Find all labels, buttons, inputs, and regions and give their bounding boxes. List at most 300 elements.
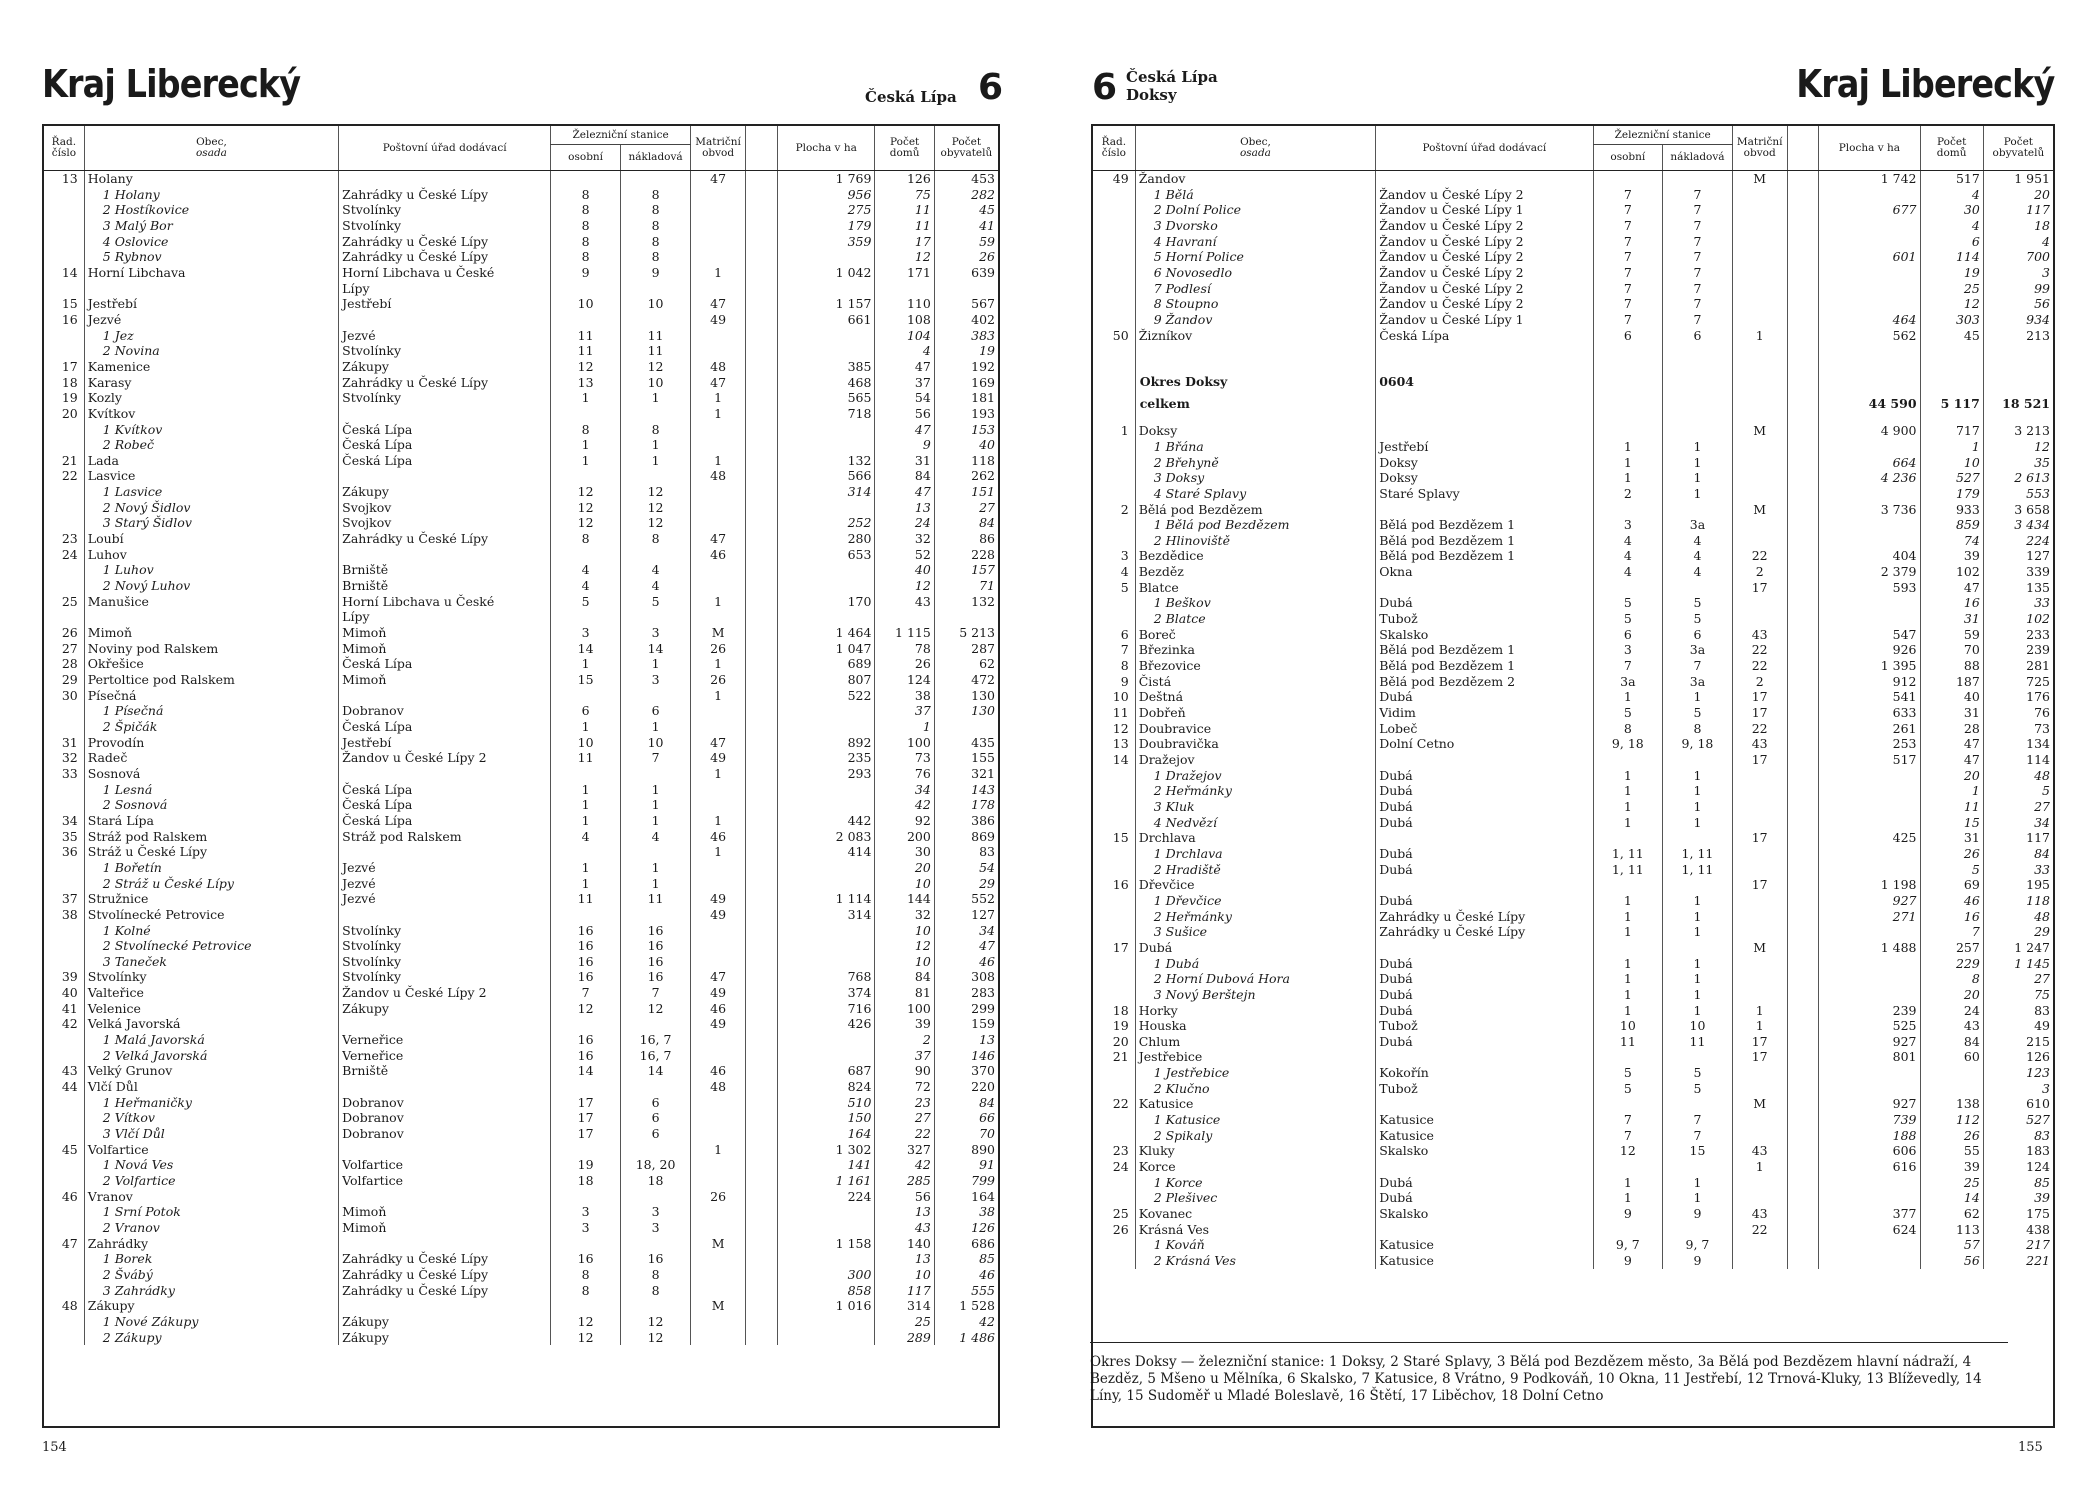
cell-pop: 1 486 <box>934 1330 998 1346</box>
cell-reg: 47 <box>691 735 746 751</box>
cell-nk: 1 <box>621 876 691 892</box>
cell-reg <box>1732 783 1787 799</box>
cell-post: Horní Libchava u České <box>339 594 551 610</box>
cell-post: Brniště <box>339 562 551 578</box>
cell-no: 48 <box>61 1298 78 1314</box>
cell-name: Blatce <box>1135 580 1376 596</box>
cell-reg: 49 <box>691 907 746 923</box>
settlement-row <box>44 860 998 876</box>
cell-post: Bělá pod Bezdězem 1 <box>1376 642 1593 658</box>
cell-name: 1 Bořetín <box>84 860 338 876</box>
cell-post: Dobranov <box>339 1126 551 1142</box>
settlement-row <box>44 1314 998 1330</box>
cell-reg <box>691 860 746 876</box>
cell-area: 1 464 <box>777 625 875 641</box>
cell-os: 12 <box>551 515 621 531</box>
cell-nk <box>621 766 691 782</box>
cell-nk: 1 <box>1663 470 1733 486</box>
table-body <box>1093 171 2053 1269</box>
cell-area <box>1819 611 1920 627</box>
header-area: Plocha v ha <box>1819 126 1920 171</box>
cell-reg <box>1732 187 1787 203</box>
cell-houses: 45 <box>1920 328 1983 344</box>
cell-no <box>44 719 84 735</box>
cell-houses: 47 <box>1920 736 1983 752</box>
cell-os: 1 <box>1593 909 1663 925</box>
cell-area: 739 <box>1819 1112 1920 1128</box>
cell-area: 926 <box>1819 642 1920 658</box>
cell-os: 11 <box>1593 1034 1663 1050</box>
cell-area: 464 <box>1819 312 1920 328</box>
cell-reg <box>1732 768 1787 784</box>
municipality-row <box>1093 1096 2053 1112</box>
cell-houses: 19 <box>1920 265 1983 281</box>
cell-area: 3 736 <box>1819 502 1920 518</box>
cell-post <box>339 312 551 328</box>
cell-area <box>1819 411 1920 423</box>
cell-houses: 73 <box>875 750 934 766</box>
cell-houses: 124 <box>875 672 934 688</box>
cell-pop: 175 <box>1983 1206 2053 1222</box>
cell-no: 20 <box>61 405 78 421</box>
cell-name: Dobřeň <box>1135 705 1376 721</box>
cell-houses: 11 <box>875 218 934 234</box>
cell-reg: 26 <box>691 672 746 688</box>
cell-area: 280 <box>777 531 875 547</box>
cell-pop: 176 <box>1983 689 2053 705</box>
municipality-row <box>1093 1206 2053 1222</box>
cell-post: Dobranov <box>339 1110 551 1126</box>
cell-nk: 4 <box>621 562 691 578</box>
cell-pop: 85 <box>934 1251 998 1267</box>
settlement-row <box>1093 846 2053 862</box>
cell-nk: 3 <box>621 625 691 641</box>
cell-pop: 48 <box>1983 909 2053 925</box>
cell-pop: 552 <box>934 891 998 907</box>
cell-area <box>1819 517 1920 533</box>
municipality-row <box>44 688 998 704</box>
cell-reg: 1 <box>1732 1003 1787 1019</box>
cell-no <box>44 609 84 625</box>
cell-pop: 281 <box>1983 658 2053 674</box>
cell-name: 2 Stráž u České Lípy <box>84 876 338 892</box>
cell-houses: 24 <box>1920 1003 1983 1019</box>
cell-nk: 7 <box>1663 658 1733 674</box>
cell-houses <box>875 609 934 625</box>
cell-no <box>1093 846 1135 862</box>
cell-name: Stará Lípa <box>84 813 338 829</box>
cell-no <box>44 187 84 203</box>
cell-name: 1 Kolné <box>84 923 338 939</box>
cell-area: 593 <box>1819 580 1920 596</box>
cell-houses: 1 115 <box>875 625 934 641</box>
cell-post: Okna <box>1376 564 1593 580</box>
cell-area: 300 <box>777 1267 875 1283</box>
cell-post: Zahrádky u České Lípy <box>339 249 551 265</box>
district-block <box>1126 68 1218 104</box>
cell-pop: 132 <box>934 594 998 610</box>
cell-pop: 56 <box>1983 296 2053 312</box>
cell-area: 2 379 <box>1819 564 1920 580</box>
cell-name: 2 Novina <box>84 343 338 359</box>
cell-nk: 7 <box>621 985 691 1001</box>
cell-name: 1 Dubá <box>1135 956 1376 972</box>
cell-reg: 48 <box>691 359 746 375</box>
cell-pop: 3 658 <box>1983 502 2053 518</box>
settlement-row <box>44 515 998 531</box>
cell-no <box>1093 411 1135 423</box>
cell-houses: 114 <box>1920 249 1983 265</box>
cell-houses: 28 <box>1920 721 1983 737</box>
cell-os: 6 <box>1593 627 1663 643</box>
header-passenger: osobní <box>551 145 621 171</box>
cell-post: Česká Lípa <box>339 797 551 813</box>
cell-area <box>1819 799 1920 815</box>
cell-pop: 555 <box>934 1283 998 1299</box>
cell-reg <box>1732 218 1787 234</box>
cell-no <box>1093 862 1135 878</box>
cell-name: 3 Vlčí Důl <box>84 1126 338 1142</box>
cell-pop: 553 <box>1983 486 2053 502</box>
cell-name: 1 Heřmaničky <box>84 1095 338 1111</box>
cell-nk <box>1663 752 1733 768</box>
cell-area <box>777 1032 875 1048</box>
cell-os: 12 <box>551 359 621 375</box>
cell-reg <box>1732 470 1787 486</box>
cell-name: 2 Vranov <box>84 1220 338 1236</box>
cell-houses <box>1920 1081 1983 1097</box>
cell-houses: 15 <box>1920 815 1983 831</box>
cell-post: Žandov u České Lípy 2 <box>1376 281 1593 297</box>
cell-post: Brniště <box>339 578 551 594</box>
cell-houses: 56 <box>875 406 934 422</box>
cell-name: Žandov <box>1135 171 1376 187</box>
cell-os: 17 <box>551 1095 621 1111</box>
cell-name: Dubá <box>1135 940 1376 956</box>
cell-nk <box>621 1236 691 1252</box>
cell-houses: 26 <box>1920 846 1983 862</box>
cell-area: 616 <box>1819 1159 1920 1175</box>
cell-name: 1 Korce <box>1135 1175 1376 1191</box>
cell-pop: 38 <box>934 1204 998 1220</box>
municipality-row <box>44 406 998 422</box>
cell-nk: 6 <box>621 1110 691 1126</box>
cell-nk: 18, 20 <box>621 1157 691 1173</box>
cell-houses: 229 <box>1920 956 1983 972</box>
cell-houses: 90 <box>875 1063 934 1079</box>
cell-no <box>44 1095 84 1111</box>
cell-post: Bělá pod Bezdězem 1 <box>1376 658 1593 674</box>
cell-post: Zahrádky u České Lípy <box>339 1283 551 1299</box>
cell-houses: 37 <box>875 1048 934 1064</box>
cell-os <box>551 406 621 422</box>
cell-no: 5 <box>1120 579 1129 595</box>
cell-houses: 13 <box>875 1251 934 1267</box>
cell-houses: 84 <box>1920 1034 1983 1050</box>
header-houses: Počet domů <box>1920 126 1983 171</box>
settlement-row <box>1093 815 2053 831</box>
cell-nk: 16, 7 <box>621 1032 691 1048</box>
cell-post: Jestřebí <box>339 735 551 751</box>
cell-name: Stvolínecké Petrovice <box>84 907 338 923</box>
cell-houses: 24 <box>875 515 934 531</box>
gazetteer-table-frame <box>42 124 1000 1428</box>
cell-name: 1 Malá Javorská <box>84 1032 338 1048</box>
cell-no <box>1093 533 1135 549</box>
cell-post: Česká Lípa <box>339 422 551 438</box>
settlement-row <box>1093 455 2053 471</box>
cell-no <box>1093 517 1135 533</box>
cell-no <box>44 1220 84 1236</box>
cell-area <box>1819 768 1920 784</box>
cell-name: Kamenice <box>84 359 338 375</box>
cell-area: 677 <box>1819 202 1920 218</box>
cell-reg: 49 <box>691 750 746 766</box>
cell-pop: 40 <box>934 437 998 453</box>
cell-nk: 7 <box>1663 202 1733 218</box>
cell-no <box>1093 187 1135 203</box>
cell-nk: 16 <box>621 923 691 939</box>
cell-pop: 169 <box>934 375 998 391</box>
cell-area: 892 <box>777 735 875 751</box>
cell-pop: 29 <box>1983 924 2053 940</box>
cell-name: 2 Nový Šidlov <box>84 500 338 516</box>
settlement-row <box>44 578 998 594</box>
spacer-row <box>1093 355 2053 367</box>
cell-os: 11 <box>551 328 621 344</box>
header-freight: nákladová <box>1663 145 1733 171</box>
municipality-row <box>44 1298 998 1314</box>
cell-post: Dolní Cetno <box>1376 736 1593 752</box>
cell-area: 1 161 <box>777 1173 875 1189</box>
cell-name: Noviny pod Ralskem <box>84 641 338 657</box>
cell-area <box>777 938 875 954</box>
cell-reg <box>1732 1190 1787 1206</box>
settlement-row <box>44 1095 998 1111</box>
cell-no: 22 <box>61 468 78 484</box>
settlement-row <box>1093 1081 2053 1097</box>
cell-pop: 34 <box>1983 815 2053 831</box>
cell-name: 2 Švábý <box>84 1267 338 1283</box>
cell-nk: 1 <box>1663 1175 1733 1191</box>
spacer-row <box>1093 411 2053 423</box>
cell-nk: 1 <box>621 860 691 876</box>
cell-reg: 1 <box>691 813 746 829</box>
cell-no <box>44 1157 84 1173</box>
cell-no <box>44 923 84 939</box>
cell-houses: 4 <box>875 343 934 359</box>
cell-post: Doksy <box>1376 455 1593 471</box>
cell-pop: 84 <box>1983 846 2053 862</box>
cell-area <box>777 343 875 359</box>
cell-area: 1 047 <box>777 641 875 657</box>
cell-no: 18 <box>61 374 78 390</box>
cell-os: 16 <box>551 969 621 985</box>
cell-nk <box>621 844 691 860</box>
cell-pop: 183 <box>1983 1143 2053 1159</box>
cell-reg <box>691 938 746 954</box>
cell-pop <box>1983 355 2053 367</box>
cell-name: 3 Malý Bor <box>84 218 338 234</box>
cell-post <box>1376 171 1593 187</box>
cell-reg: 1 <box>691 766 746 782</box>
settlement-row <box>44 923 998 939</box>
cell-post <box>1376 1096 1593 1112</box>
cell-no <box>1093 355 1135 367</box>
cell-pop: 5 213 <box>934 625 998 641</box>
cell-name: 3 Nový Berštejn <box>1135 987 1376 1003</box>
cell-no: 41 <box>61 1000 78 1016</box>
municipality-row <box>44 1016 998 1032</box>
cell-nk: 1 <box>621 437 691 453</box>
settlement-row <box>1093 486 2053 502</box>
cell-name: 2 Spikaly <box>1135 1128 1376 1144</box>
cell-nk: 15 <box>1663 1143 1733 1159</box>
cell-name <box>84 609 338 625</box>
cell-post: 0604 <box>1376 367 1593 389</box>
cell-nk <box>621 688 691 704</box>
cell-area: 314 <box>777 907 875 923</box>
cell-name: 3 Taneček <box>84 954 338 970</box>
cell-pop: 164 <box>934 1189 998 1205</box>
cell-os <box>551 907 621 923</box>
cell-nk: 7 <box>1663 296 1733 312</box>
cell-pop: 438 <box>1983 1222 2053 1238</box>
cell-post: Mimoň <box>339 1220 551 1236</box>
cell-nk <box>1663 1096 1733 1112</box>
cell-no: 26 <box>1112 1221 1129 1237</box>
cell-os: 1 <box>1593 799 1663 815</box>
cell-nk: 12 <box>621 515 691 531</box>
cell-os: 9 <box>551 265 621 281</box>
cell-no: 40 <box>61 985 78 1001</box>
cell-pop: 228 <box>934 547 998 563</box>
cell-no: 9 <box>1120 673 1129 689</box>
cell-reg: 26 <box>691 641 746 657</box>
cell-pop: 181 <box>934 390 998 406</box>
cell-area <box>1819 218 1920 234</box>
cell-name: 2 Dolní Police <box>1135 202 1376 218</box>
cell-name: 8 Stoupno <box>1135 296 1376 312</box>
cell-no <box>44 1204 84 1220</box>
cell-name: Bělá pod Bezdězem <box>1135 502 1376 518</box>
cell-nk <box>621 406 691 422</box>
cell-name: 6 Novosedlo <box>1135 265 1376 281</box>
cell-no <box>44 797 84 813</box>
cell-name: 5 Horní Police <box>1135 249 1376 265</box>
cell-post <box>1376 830 1593 846</box>
cell-no: 43 <box>61 1063 78 1079</box>
cell-nk: 8 <box>621 218 691 234</box>
cell-reg <box>1732 265 1787 281</box>
cell-os: 7 <box>1593 249 1663 265</box>
cell-houses: 12 <box>875 938 934 954</box>
cell-pop: 39 <box>1983 1190 2053 1206</box>
cell-area <box>1819 265 1920 281</box>
cell-nk: 1 <box>621 719 691 735</box>
region-title: Kraj Liberecký <box>1795 62 2054 106</box>
cell-pop: 435 <box>934 735 998 751</box>
cell-nk: 12 <box>621 1001 691 1017</box>
cell-os <box>1593 502 1663 518</box>
cell-houses: 30 <box>875 844 934 860</box>
cell-area: 664 <box>1819 455 1920 471</box>
cell-nk: 8 <box>621 1267 691 1283</box>
municipality-row <box>1093 1143 2053 1159</box>
cell-os: 9, 18 <box>1593 736 1663 752</box>
cell-nk: 3a <box>1663 674 1733 690</box>
cell-houses: 42 <box>875 1157 934 1173</box>
cell-os: 1 <box>1593 689 1663 705</box>
cell-no: 35 <box>61 828 78 844</box>
cell-post: Česká Lípa <box>339 437 551 453</box>
settlement-row <box>1093 470 2053 486</box>
cell-houses: 527 <box>1920 470 1983 486</box>
cell-post: Dubá <box>1376 815 1593 831</box>
cell-os: 7 <box>1593 281 1663 297</box>
cell-pop: 233 <box>1983 627 2053 643</box>
municipality-row <box>1093 1003 2053 1019</box>
cell-post: Stráž pod Ralskem <box>339 829 551 845</box>
cell-reg: 22 <box>1732 721 1787 737</box>
cell-os <box>1593 355 1663 367</box>
cell-nk: 1, 11 <box>1663 862 1733 878</box>
cell-area <box>1819 187 1920 203</box>
cell-reg <box>691 281 746 297</box>
cell-pop: 42 <box>934 1314 998 1330</box>
cell-reg <box>1732 1065 1787 1081</box>
cell-post: Zahrádky u České Lípy <box>339 1267 551 1283</box>
cell-name: 2 Břehyně <box>1135 455 1376 471</box>
settlement-row <box>44 202 998 218</box>
cell-nk: 1 <box>621 656 691 672</box>
municipality-row <box>44 641 998 657</box>
settlement-row <box>1093 249 2053 265</box>
cell-nk: 7 <box>1663 187 1733 203</box>
cell-os: 8 <box>551 218 621 234</box>
cell-pop: 12 <box>1983 439 2053 455</box>
cell-pop: 282 <box>934 187 998 203</box>
cell-post: Dubá <box>1376 1175 1593 1191</box>
cell-reg: M <box>1732 940 1787 956</box>
cell-no: 1 <box>1120 423 1129 439</box>
cell-area <box>777 609 875 625</box>
cell-name: Pertoltice pod Ralskem <box>84 672 338 688</box>
cell-area: 1 769 <box>777 171 875 187</box>
cell-no <box>44 234 84 250</box>
municipality-row <box>1093 423 2053 439</box>
cell-pop: 118 <box>934 453 998 469</box>
cell-no: 8 <box>1120 658 1129 674</box>
cell-houses: 31 <box>1920 611 1983 627</box>
cell-no <box>44 1173 84 1189</box>
cell-post: Lípy <box>339 609 551 625</box>
cell-reg <box>1732 893 1787 909</box>
cell-nk: 1 <box>1663 768 1733 784</box>
municipality-row <box>44 829 998 845</box>
cell-os: 10 <box>551 296 621 312</box>
settlement-row <box>1093 909 2053 925</box>
cell-pop: 130 <box>934 688 998 704</box>
cell-no <box>44 562 84 578</box>
cell-nk: 9 <box>1663 1253 1733 1269</box>
cell-post: Dubá <box>1376 768 1593 784</box>
cell-name: Velký Grunov <box>84 1063 338 1079</box>
cell-no <box>44 1251 84 1267</box>
cell-nk: 14 <box>621 1063 691 1079</box>
cell-post: Česká Lípa <box>1376 328 1593 344</box>
cell-nk: 12 <box>621 484 691 500</box>
